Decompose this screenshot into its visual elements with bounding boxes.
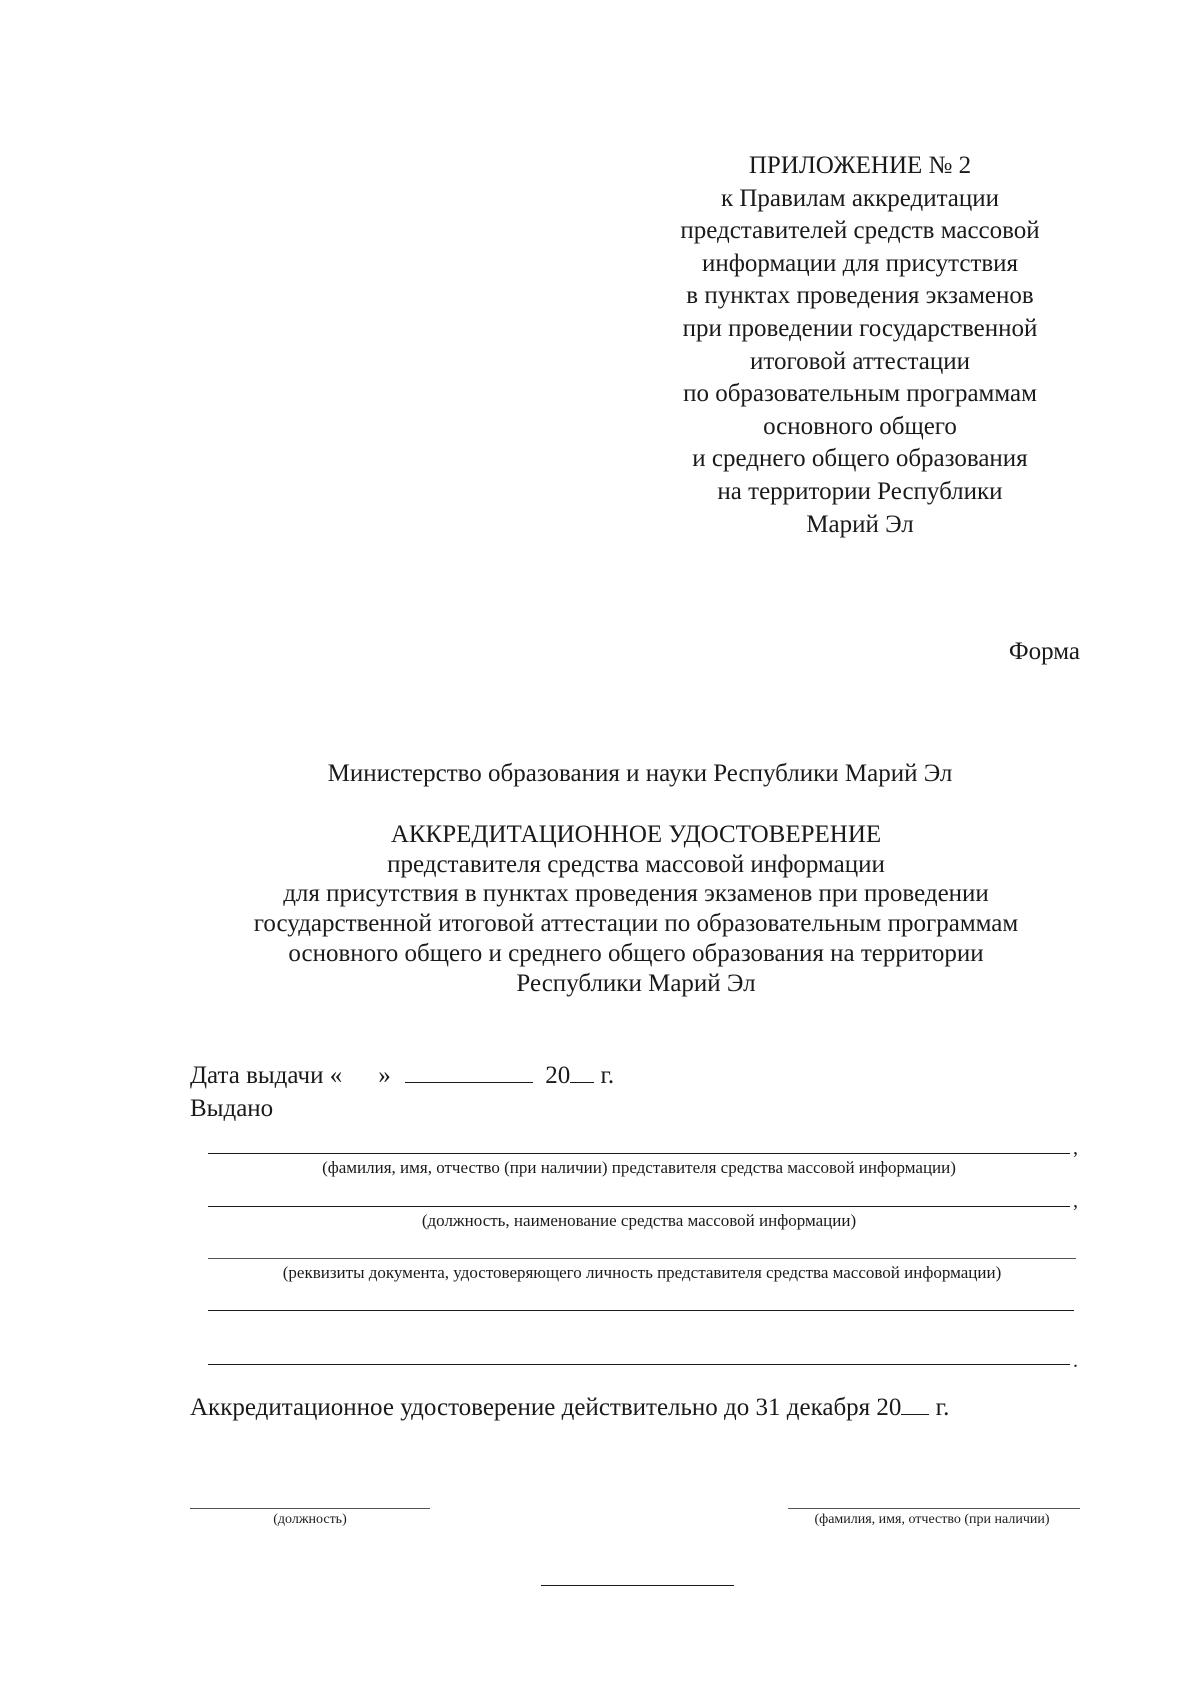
appendix-line: к Правилам аккредитации xyxy=(720,184,1000,212)
position-field-comma: , xyxy=(1073,1190,1078,1212)
document-field-period: . xyxy=(1073,1350,1078,1372)
signature-name-caption: (фамилия, имя, отчество (при наличии) xyxy=(814,1512,1050,1527)
issue-year-suffix: г. xyxy=(600,1062,615,1089)
document-field-line[interactable] xyxy=(208,1258,1076,1259)
appendix-line: в пунктах проведения экзаменов xyxy=(686,282,1034,310)
ministry-name: Министерство образования и науки Республики Марий Эл xyxy=(327,760,953,787)
form-label: Форма xyxy=(1008,638,1080,665)
validity-text: Аккредитационное удостоверение действительно до 31 декабря 20 xyxy=(190,1394,902,1421)
issue-day-field[interactable] xyxy=(342,1061,378,1083)
document-field-line-3[interactable] xyxy=(208,1364,1070,1365)
issue-date-close-quote: » xyxy=(378,1062,391,1089)
appendix-line: итоговой аттестации xyxy=(750,347,970,375)
name-field-caption: (фамилия, имя, отчество (при наличии) представителя средства массовой информации) xyxy=(322,1158,956,1177)
validity-row xyxy=(190,1392,949,1424)
position-field-line[interactable] xyxy=(208,1206,1070,1207)
certificate-subtitle-line: основного общего и среднего общего образования на территории xyxy=(288,939,984,967)
certificate-subtitle-line: для присутствия в пунктах проведения экзаменов при проведении xyxy=(283,880,989,908)
certificate-title: АККРЕДИТАЦИОННОЕ УДОСТОВЕРЕНИЕ xyxy=(390,821,882,848)
issue-date-label: Дата выдачи « xyxy=(190,1062,343,1089)
issue-date-row xyxy=(190,1060,614,1092)
issue-year-field[interactable] xyxy=(570,1060,594,1083)
appendix-line: информации для присутствия xyxy=(701,249,1019,277)
name-field-comma: , xyxy=(1073,1137,1078,1159)
appendix-line: Марий Эл xyxy=(806,510,914,538)
validity-suffix: г. xyxy=(935,1394,950,1421)
appendix-line: и среднего общего образования xyxy=(692,445,1028,473)
certificate-heading xyxy=(150,820,1122,998)
appendix-line: по образовательным программам xyxy=(683,380,1037,408)
certificate-subtitle-line: представителя средства массовой информации xyxy=(387,850,885,878)
issue-month-field[interactable] xyxy=(405,1060,533,1083)
appendix-line: основного общего xyxy=(763,412,957,440)
appendix-header xyxy=(610,150,1110,541)
signature-name-line[interactable] xyxy=(788,1508,1080,1509)
certificate-subtitle-line: Республики Марий Эл xyxy=(516,969,756,997)
signature-position-line[interactable] xyxy=(190,1508,430,1509)
appendix-line: на территории Республики xyxy=(717,477,1003,505)
document-field-line-2[interactable] xyxy=(208,1310,1074,1311)
bottom-separator xyxy=(541,1585,734,1586)
position-field-caption: (должность, наименование средства массовой информации) xyxy=(421,1211,857,1230)
appendix-line: представителей средств массовой xyxy=(680,217,1040,245)
appendix-line-title: ПРИЛОЖЕНИЕ № 2 xyxy=(748,152,972,179)
issue-year-prefix: 20 xyxy=(545,1062,571,1089)
name-field-line[interactable] xyxy=(208,1153,1070,1154)
signature-position-caption: (должность) xyxy=(273,1512,347,1527)
issued-label: Выдано xyxy=(190,1095,274,1122)
certificate-subtitle-line: государственной итоговой аттестации по образовательным программам xyxy=(253,910,1019,938)
validity-year-field[interactable] xyxy=(901,1392,929,1415)
appendix-line: при проведении государственной xyxy=(682,314,1038,342)
document-field-caption: (реквизиты документа, удостоверяющего личность представителя средства массовой информации) xyxy=(282,1263,1002,1282)
